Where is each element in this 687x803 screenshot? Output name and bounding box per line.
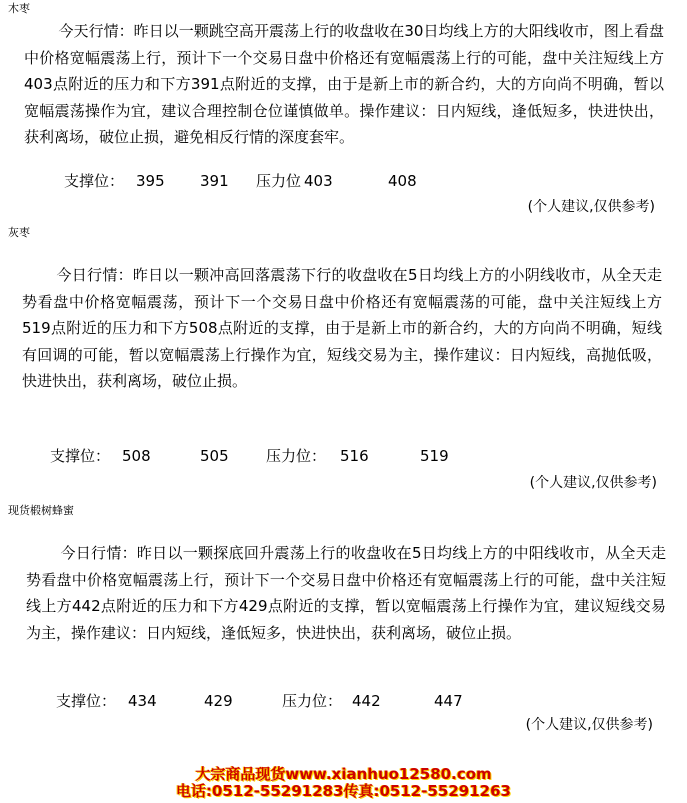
disclaimer: (个人建议,仅供参考) (525, 717, 653, 733)
support-label: 支撑位： (56, 692, 117, 710)
resistance-value-2: 519 (420, 447, 449, 465)
support-label: 支撑位： (64, 172, 125, 190)
section-label: 木枣 (8, 2, 30, 15)
support-value-1: 434 (128, 692, 157, 710)
support-value-2: 429 (204, 692, 233, 710)
market-analysis-paragraph: 今天行情：昨日以一颗跳空高开震荡上行的收盘收在30日均线上方的大阳线收市，图上看盘中价格宽幅震荡上行，预计下一个交易日盘中价格还有宽幅震荡上行的可能，盘中关注短线上方403点附近的压力和下方391点附近的支撑，由于是新上市的新合约，大的方向尚不明确，暂以宽幅震荡操作为宜，建议合理控制仓位谨慎做单。操作建议：日内短线，逢低短多，快进快出，获利离场，破位止损，避免相反行情的深度套牢。 (24, 22, 664, 146)
resistance-value-1: 516 (340, 447, 369, 465)
disclaimer: (个人建议,仅供参考) (529, 475, 657, 491)
resistance-value-2: 447 (434, 692, 463, 710)
market-analysis-paragraph: 今日行情：昨日以一颗探底回升震荡上行的收盘收在5日均线上方的中阳线收市，从全天走势看盘中价格宽幅震荡上行，预计下一个交易日盘中价格还有宽幅震荡上行的可能，盘中关注短线上方442点附近的压力和下方429点附近的支撑，暂以宽幅震荡上行操作为宜，建议短线交易为主，操作建议：日内短线，逢低短多，快进快出，获利离场，破位止损。 (26, 544, 666, 642)
resistance-label: 压力位： (282, 692, 343, 710)
section-mu-zao (0, 0, 687, 220)
support-value-1: 508 (122, 447, 151, 465)
section-hui-zao (0, 220, 687, 500)
disclaimer: (个人建议,仅供参考) (527, 199, 655, 215)
section-label: 灰枣 (8, 226, 30, 239)
footer-website: 大宗商品现货www.xianhuo12580.com (195, 765, 492, 783)
resistance-label: 压力位： (266, 447, 327, 465)
resistance-value-1: 403 (304, 172, 333, 190)
support-value-1: 395 (136, 172, 165, 190)
resistance-value-2: 408 (388, 172, 417, 190)
support-label: 支撑位： (50, 447, 111, 465)
support-value-2: 391 (200, 172, 229, 190)
section-linden-honey (0, 500, 687, 755)
resistance-label: 压力位 (256, 172, 302, 190)
market-analysis-paragraph: 今日行情：昨日以一颗冲高回落震荡下行的收盘收在5日均线上方的小阴线收市，从全天走势看盘中价格宽幅震荡，预计下一个交易日盘中价格还有宽幅震荡的可能，盘中关注短线上方519点附近的压力和下方508点附近的支撑，由于是新上市的新合约，大的方向尚不明确，短线有回调的可能，暂以宽幅震荡上行操作为宜，短线交易为主，操作建议：日内短线，高抛低吸，快进快出，获利离场，破位止损。 (22, 266, 662, 390)
section-label: 现货椴树蜂蜜 (8, 504, 74, 517)
footer-contact: 电话:0512-55291283传真:0512-55291263 (176, 782, 511, 800)
resistance-value-1: 442 (352, 692, 381, 710)
support-value-2: 505 (200, 447, 229, 465)
